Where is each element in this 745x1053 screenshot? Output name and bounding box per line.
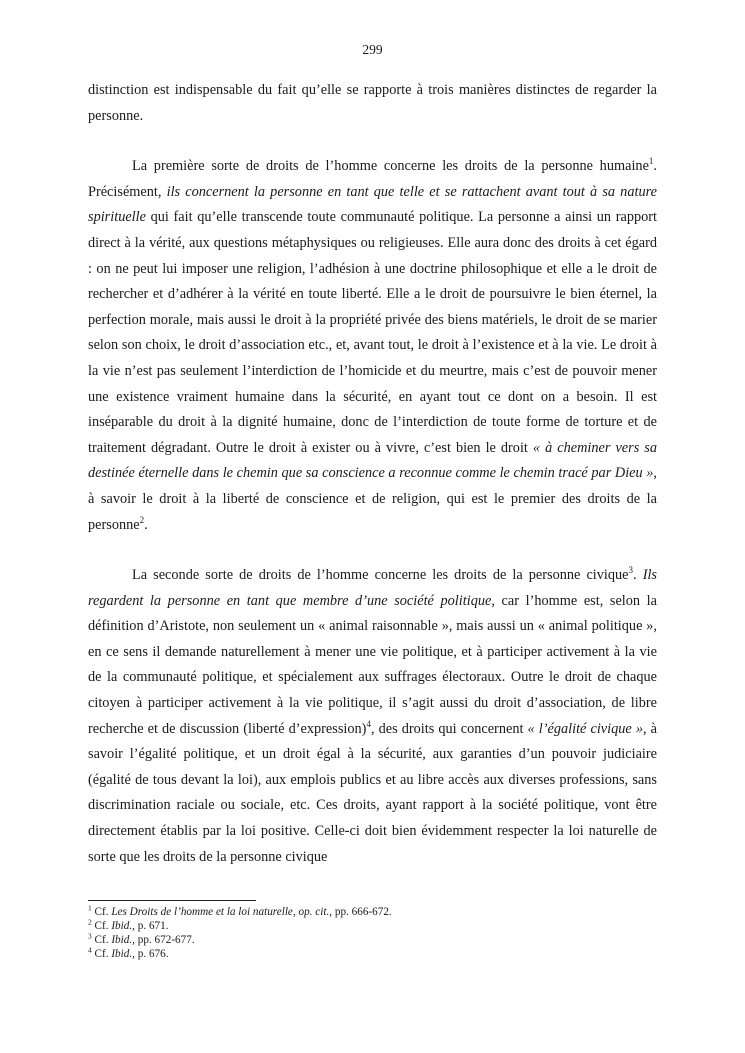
paragraph-text: distinction est indispensable du fait qu’elle se rapporte à trois manières distinctes de regarder la personne. xyxy=(88,82,657,124)
quotation-text: « à cheminer vers sa destinée éternelle dans le chemin que sa conscience a reconnue comme le chemin tracé par Dieu » xyxy=(88,439,657,482)
page-number: 299 xyxy=(362,42,383,57)
footnote-separator xyxy=(88,900,256,901)
paragraph-text: . Précisément, xyxy=(88,158,657,200)
paragraph-text: , à savoir l’égalité politique, et un droit égal à la sécurité, aux garanties d’un pouvoir judiciaire (égalité de tous devant la loi), aux emplois publics et au libre accès aux diverses professions, sans discrimination raciale ou sociale, etc. Ces droits, ayant rapport à la société politique, vont être directement établis par la loi positive. Celle-ci doit bien évidemment respecter la loi naturelle de sorte que les droits de la personne civique xyxy=(88,720,658,865)
paragraph-text: . xyxy=(144,516,148,533)
paragraph-text: qui fait qu’elle transcende toute communauté politique. La personne a ainsi un rapport direct à la vérité, aux questions métaphysiques ou religieuses. Elle aura donc des droits à cet égard : on ne peut lui imposer une religion, l’adhésion à une doctrine philosophique et elle a le droit de rechercher et d’adhérer à la vérité en toute liberté. Elle a le droit de poursuivre le bien éternel, la perfection morale, mais aussi le droit à la propriété privée des biens matériels, le droit de se marier selon son choix, le droit d’association etc., et, avant tout, le droit à l’existence et à la vie. Le droit à la vie n’est pas seulement l’interdiction de l’homicide et du meurtre, mais c’est de pouvoir mener une existence vraiment humaine dans la sécurité, en ayant tout ce dont on a besoin. Il est inséparable du droit à la dignité humaine, donc de l’interdiction de toute forme de torture et de traitement dégradant. Outre le droit à exister ou à vivre, c’est bien le droit xyxy=(88,209,657,456)
emphasis-text: ils concernent la personne en tant que telle et se rattachent avant tout à sa nature spirituelle xyxy=(88,183,657,226)
footnote-text: pp. 672-677. xyxy=(134,934,195,946)
paragraph-personne-civique xyxy=(88,563,657,870)
footnote-title: Les Droits de l’homme et la loi naturelle, op. cit., xyxy=(111,906,333,918)
footnote-text: Cf. xyxy=(91,934,112,946)
footnote-1 xyxy=(88,905,657,919)
footnote-text: Cf. xyxy=(91,906,112,918)
footnote-number: 4 xyxy=(88,945,92,955)
footnote-title: Ibid., xyxy=(111,920,135,932)
emphasis-text: Ils regardent la personne en tant que membre d’une société politique xyxy=(88,567,658,609)
footnotes xyxy=(88,905,657,961)
footnote-text: pp. 666-672. xyxy=(332,906,392,918)
footnote-number: 2 xyxy=(88,917,92,927)
footnote-number: 1 xyxy=(88,903,92,913)
footnote-title: Ibid., xyxy=(111,948,135,960)
footnote-ref-3[interactable]: 3 xyxy=(628,565,634,576)
emphasis-text: « l’égalité civique » xyxy=(527,720,643,737)
paragraph-text: , à savoir le droit à la liberté de conscience et de religion, qui est le premier des droits de la personne xyxy=(88,465,657,533)
footnote-text: p. 671. xyxy=(134,920,169,932)
footnote-ref-1[interactable]: 1 xyxy=(648,156,654,167)
footnote-2 xyxy=(88,919,657,933)
paragraph-text: , car l’homme est, selon la définition d’Aristote, non seulement un « animal raisonnable », mais aussi un « animal politique », en ce sens il demande naturellement à mener une vie politique, et à participer activement à la vie de la communauté politique, et spécialement aux suffrages électoraux. Outre le droit de chaque citoyen à participer activement à la vie politique, il s’agit aussi du droit d’association, de libre recherche et de discussion (liberté d’expression) xyxy=(88,592,657,737)
footnote-ref-4[interactable]: 4 xyxy=(366,718,371,729)
footnote-4 xyxy=(88,947,657,961)
footnote-title: Ibid., xyxy=(111,934,135,946)
footnote-number: 3 xyxy=(88,931,92,941)
footnote-ref-2[interactable]: 2 xyxy=(139,514,145,525)
paragraph-text: , des droits qui concernent xyxy=(370,720,528,737)
footnote-text: Cf. xyxy=(91,948,112,960)
footnote-text: p. 676. xyxy=(134,948,169,960)
paragraph-personne-humaine xyxy=(88,154,657,538)
paragraph-continuation xyxy=(88,78,657,129)
body-text xyxy=(88,78,657,870)
paragraph-text: La première sorte de droits de l’homme concerne les droits de la personne humaine xyxy=(132,158,649,175)
paragraph-text: . xyxy=(633,567,643,584)
footnote-text: Cf. xyxy=(91,920,112,932)
paragraph-text: La seconde sorte de droits de l’homme concerne les droits de la personne civique xyxy=(132,567,629,584)
footnote-3 xyxy=(88,933,657,947)
